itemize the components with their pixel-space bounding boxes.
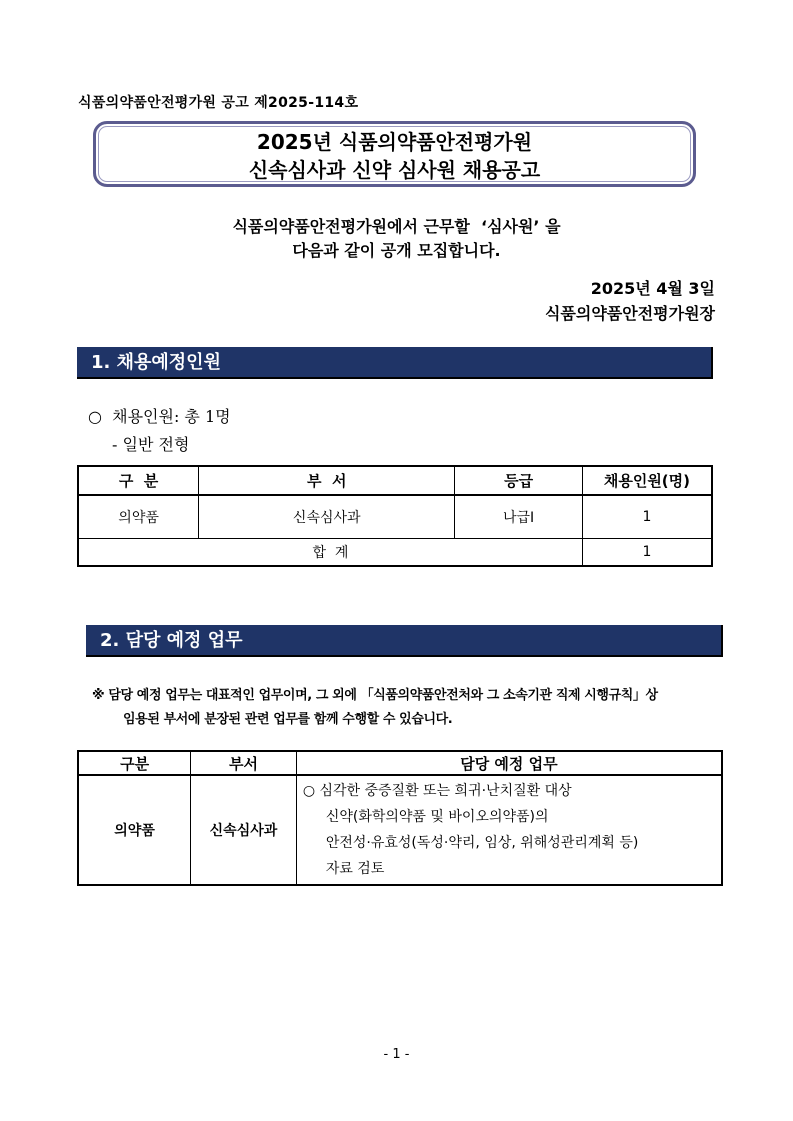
duty-table — [77, 750, 723, 886]
recruit-total: ○ 채용인원: 총 1명 — [88, 407, 231, 426]
page-number: - 1 - — [383, 1047, 410, 1062]
duty-header-category: 구분 — [78, 751, 191, 775]
section2-heading: 2. 담당 예정 업무 — [86, 625, 723, 657]
total-count: 1 — [582, 539, 712, 567]
note-line-1: ※ 담당 예정 업무는 대표적인 업무이며, 그 외에 「식품의약품안전처와 그 소속기관 직제 시행규칙」상 — [92, 688, 658, 703]
notice-number: 식품의약품안전평가원 공고 제2025-114호 — [78, 95, 359, 111]
header-department: 부 서 — [199, 466, 455, 495]
duty-category: 의약품 — [78, 775, 191, 885]
intro-line-2: 다음과 같이 공개 모집합니다. — [292, 241, 501, 260]
header-count: 채용인원(명) — [582, 466, 712, 495]
total-label: 합 계 — [78, 539, 582, 567]
header-category: 구 분 — [78, 466, 199, 495]
date-block — [545, 276, 715, 326]
cell-count: 1 — [582, 495, 712, 539]
duty-line-3: 안전성·유효성(독성·약리, 임상, 위해성관리계획 등) — [325, 835, 639, 851]
duty-line-4: 자료 검토 — [325, 861, 385, 877]
intro-line-1: 식품의약품안전평가원에서 근무할 ‘심사원’ 을 — [232, 217, 561, 236]
title-box — [93, 121, 696, 187]
duty-header-tasks: 담당 예정 업무 — [296, 751, 722, 775]
note-line-2: 임용된 부서에 분장된 관련 업무를 함께 수행할 수 있습니다. — [123, 712, 453, 727]
cell-category: 의약품 — [78, 495, 199, 539]
intro-text — [100, 215, 693, 263]
issuer: 식품의약품안전평가원장 — [544, 304, 715, 323]
notice-date: 2025년 4월 3일 — [590, 279, 715, 298]
duty-line-1: ○ 심각한 중증질환 또는 희귀·난치질환 대상 — [302, 783, 572, 799]
recruit-type: - 일반 전형 — [112, 435, 190, 454]
header-grade: 등급 — [455, 466, 583, 495]
title-line-1: 2025년 식품의약품안전평가원 — [256, 130, 533, 154]
duty-header-department: 부서 — [191, 751, 297, 775]
cell-department: 신속심사과 — [199, 495, 455, 539]
recruit-table — [77, 465, 713, 567]
cell-grade: 나급Ⅰ — [455, 495, 583, 539]
duty-department: 신속심사과 — [191, 775, 297, 885]
table-row — [78, 775, 722, 885]
section1-heading: 1. 채용예정인원 — [77, 347, 713, 379]
total-row — [78, 539, 712, 567]
duty-line-2: 신약(화학의약품 및 바이오의약품)의 — [325, 809, 549, 825]
table-row — [78, 495, 712, 539]
duty-note — [92, 684, 732, 732]
duty-description — [296, 775, 722, 885]
title-line-2: 신속심사과 신약 심사원 채용공고 — [248, 158, 541, 182]
